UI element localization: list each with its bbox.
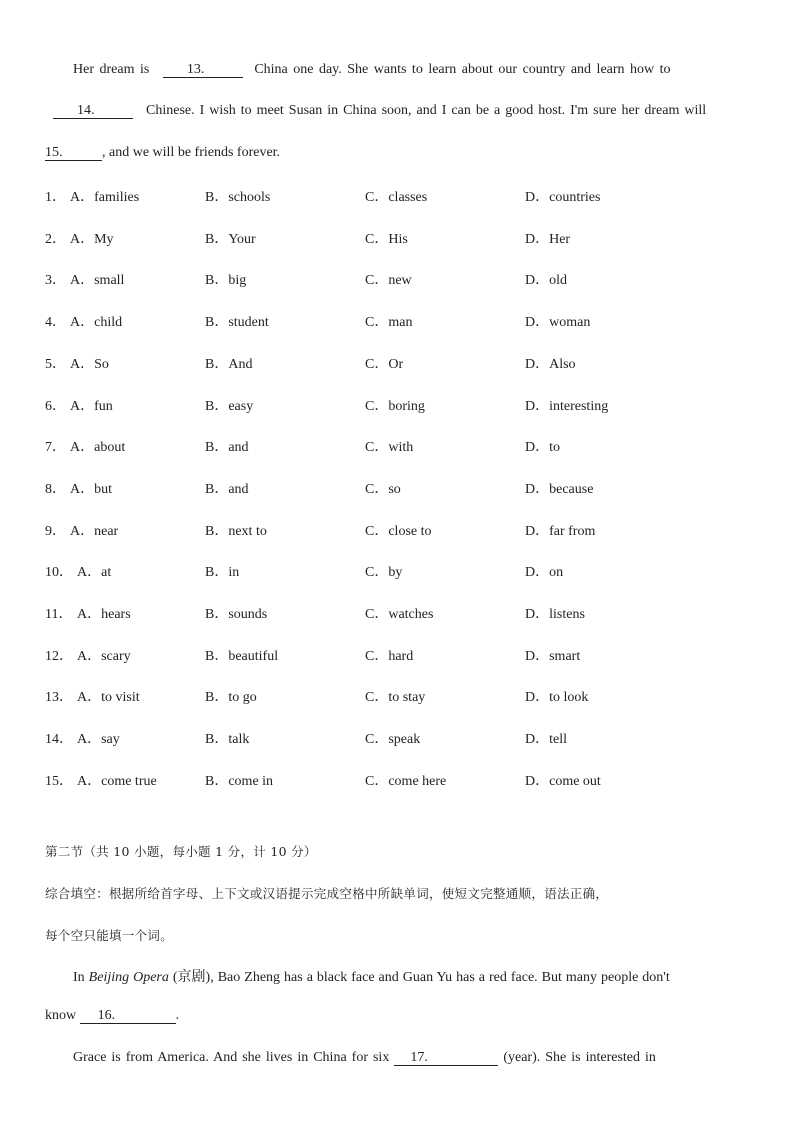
question-number: 1． [45,190,66,205]
section-heading: 第二节（共 10 小题，每小题 1 分，计 10 分） [45,844,317,859]
option-d[interactable]: D．countries [525,190,601,205]
option-d[interactable]: D．to look [525,690,589,706]
option-b[interactable]: B．student [205,315,269,331]
option-c[interactable]: C．His [365,231,408,247]
option-c[interactable]: C．speak [365,732,421,748]
opera-title: Beijing Opera [88,970,169,985]
option-d[interactable]: D．interesting [525,398,609,414]
passage-line-1 [73,62,671,78]
passage2-line-1 [73,966,670,986]
option-d[interactable]: D．on [525,565,564,581]
option-a[interactable]: A．fun [70,398,113,414]
option-b[interactable]: B．and [205,440,249,456]
option-b[interactable]: B．next to [205,523,267,539]
option-b[interactable]: B．in [205,565,240,581]
option-c[interactable]: C．watches [365,607,434,622]
option-c[interactable]: C．hard [365,648,414,664]
passage-text: (京剧), Bao Zheng has a black face and Guan Yu has a red face. But many people don't [168,970,670,985]
option-a[interactable]: A．near [70,523,119,539]
option-b[interactable]: B．Your [205,231,256,247]
passage2-line-2 [45,1008,179,1024]
option-a[interactable]: A．scary [77,648,131,664]
question-number: 12． [45,648,73,664]
option-c[interactable]: C．classes [365,190,428,205]
passage-text: Grace is from America. And she lives in China for six [73,1050,395,1065]
option-d[interactable]: D．because [525,481,594,497]
option-a[interactable]: A．say [77,732,120,748]
passage-line-3 [45,145,280,161]
option-a[interactable]: A．hears [77,607,131,622]
question-number: 14． [45,732,73,748]
option-c[interactable]: C．by [365,565,403,581]
option-d[interactable]: D．woman [525,315,591,331]
option-d[interactable]: D．tell [525,732,567,748]
question-number: 13． [45,690,73,706]
blank-15[interactable]: 15. [45,146,102,161]
question-number: 11． [45,607,73,622]
option-b[interactable]: B．easy [205,398,254,414]
option-c[interactable]: C．Or [365,356,404,372]
option-d[interactable]: D．Her [525,231,571,247]
option-d[interactable]: D．far from [525,523,596,539]
question-number: 4． [45,315,66,331]
option-b[interactable]: B．come in [205,773,274,789]
passage-text: . [175,1008,180,1023]
option-a[interactable]: A．to visit [77,690,140,706]
option-d[interactable]: D．to [525,440,560,456]
option-a[interactable]: A．come true [77,773,157,789]
option-a[interactable]: A．So [70,356,109,372]
passage-text: In [73,970,89,985]
blank-13[interactable]: 13. [163,63,243,78]
passage-text: Her dream is [73,62,150,77]
option-d[interactable]: D．come out [525,773,601,789]
option-c[interactable]: C．close to [365,523,432,539]
option-b[interactable]: B．beautiful [205,648,279,664]
question-number: 2． [45,231,66,247]
option-b[interactable]: B．schools [205,190,271,205]
passage-text: know [45,1008,80,1023]
section-instructions: 综合填空：根据所给首字母、上下文或汉语提示完成空格中所缺单词，使短文完整通顺，语法正确， [45,886,609,901]
question-number: 5． [45,356,66,372]
option-b[interactable]: B．big [205,273,247,289]
option-a[interactable]: A．about [70,440,126,456]
option-a[interactable]: A．small [70,273,125,289]
option-d[interactable]: D．smart [525,648,581,664]
option-c[interactable]: C．new [365,273,412,289]
option-c[interactable]: C．to stay [365,690,426,706]
option-d[interactable]: D．old [525,273,567,289]
question-number: 6． [45,398,66,414]
section-instructions-cont: 每个空只能填一个词。 [45,928,174,943]
option-b[interactable]: B．sounds [205,607,268,622]
blank-14[interactable]: 14. [53,104,133,119]
option-a[interactable]: A．My [70,231,114,247]
blank-16[interactable]: 16. [80,1009,176,1024]
passage-text: Chinese. I wish to meet Susan in China soon, and I can be a good host. I'm sure her dream will [146,103,707,118]
option-a[interactable]: A．at [77,565,112,581]
question-number: 9． [45,523,66,539]
passage-text: China one day. She wants to learn about our country and learn how to [254,62,671,77]
option-b[interactable]: B．and [205,481,249,497]
option-c[interactable]: C．with [365,440,414,456]
passage-text: , and we will be friends forever. [102,145,281,160]
option-a[interactable]: A．child [70,315,123,331]
option-c[interactable]: C．come here [365,773,447,789]
question-number: 10． [45,565,73,581]
option-a[interactable]: A．families [70,190,140,205]
question-number: 15． [45,773,73,789]
option-c[interactable]: C．man [365,315,413,331]
passage-text: (year). She is interested in [498,1050,656,1065]
option-b[interactable]: B．to go [205,690,257,706]
option-d[interactable]: D．Also [525,356,576,372]
option-b[interactable]: B．And [205,356,253,372]
blank-17[interactable]: 17. [394,1051,498,1066]
option-c[interactable]: C．boring [365,398,425,414]
option-c[interactable]: C．so [365,481,401,497]
option-b[interactable]: B．talk [205,732,250,748]
question-number: 3． [45,273,66,289]
option-a[interactable]: A．but [70,481,112,497]
passage2-line-3 [73,1050,656,1066]
passage-line-2 [53,103,706,119]
question-number: 7． [45,440,66,456]
question-number: 8． [45,481,66,497]
option-d[interactable]: D．listens [525,607,585,622]
